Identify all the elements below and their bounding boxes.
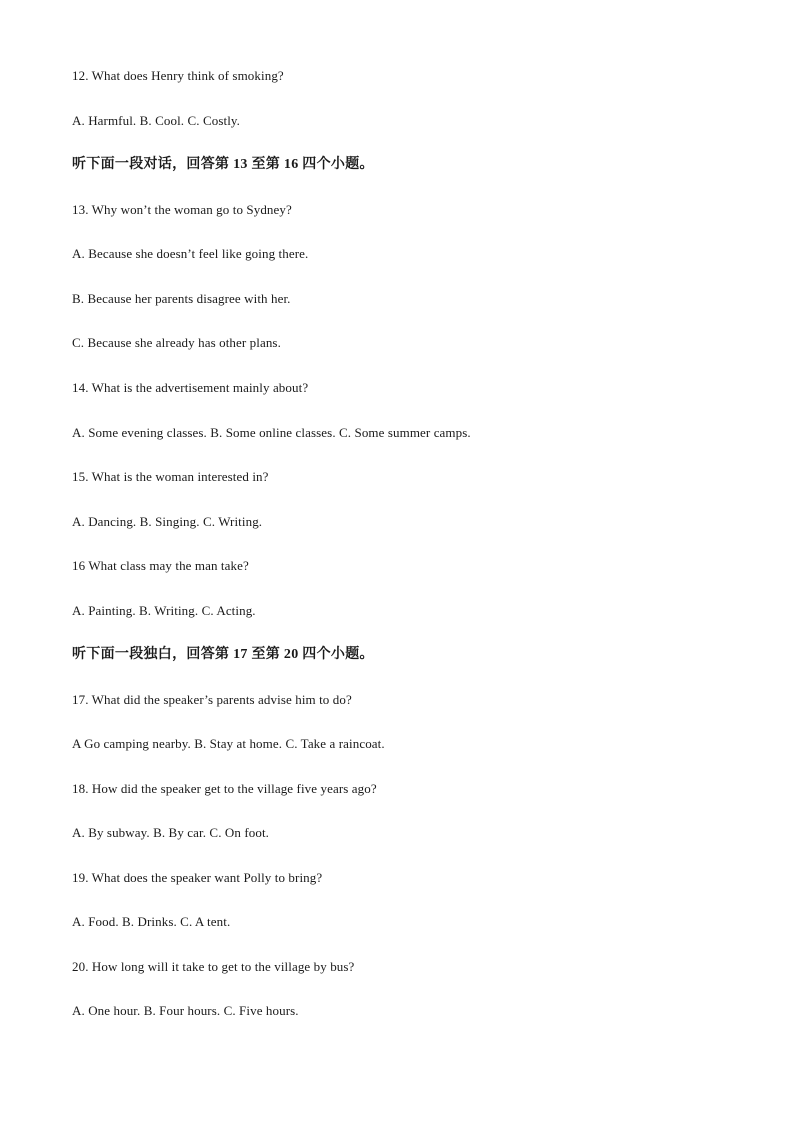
- question-20-options: A. One hour. B. Four hours. C. Five hours.: [72, 1003, 299, 1018]
- question-18-options: A. By subway. B. By car. C. On foot.: [72, 825, 270, 840]
- question-12-options: A. Harmful. B. Cool. C. Costly.: [72, 113, 241, 128]
- section-heading-monologue: 听下面一段独白，回答第 17 至第 20 四个小题。: [72, 647, 374, 662]
- question-17: 17. What did the speaker’s parents advise him to do?: [72, 692, 352, 707]
- question-18: 18. How did the speaker get to the village five years ago?: [72, 781, 377, 796]
- question-15-options: A. Dancing. B. Singing. C. Writing.: [72, 514, 263, 529]
- question-19: 19. What does the speaker want Polly to bring?: [72, 870, 323, 885]
- question-13-option-a: A. Because she doesn’t feel like going there.: [72, 246, 309, 261]
- question-14-options: A. Some evening classes. B. Some online classes. C. Some summer camps.: [72, 425, 471, 440]
- question-13-option-c: C. Because she already has other plans.: [72, 335, 281, 350]
- question-15: 15. What is the woman interested in?: [72, 469, 269, 484]
- question-16-options: A. Painting. B. Writing. C. Acting.: [72, 603, 256, 618]
- question-14: 14. What is the advertisement mainly about?: [72, 380, 309, 395]
- question-17-options: A Go camping nearby. B. Stay at home. C. Take a raincoat.: [72, 736, 385, 751]
- question-20: 20. How long will it take to get to the village by bus?: [72, 959, 355, 974]
- question-13-option-b: B. Because her parents disagree with her.: [72, 291, 291, 306]
- question-13: 13. Why won’t the woman go to Sydney?: [72, 202, 292, 217]
- section-heading-dialogue: 听下面一段对话，回答第 13 至第 16 四个小题。: [72, 157, 374, 172]
- question-19-options: A. Food. B. Drinks. C. A tent.: [72, 914, 231, 929]
- question-12: 12. What does Henry think of smoking?: [72, 68, 284, 83]
- question-16: 16 What class may the man take?: [72, 558, 249, 573]
